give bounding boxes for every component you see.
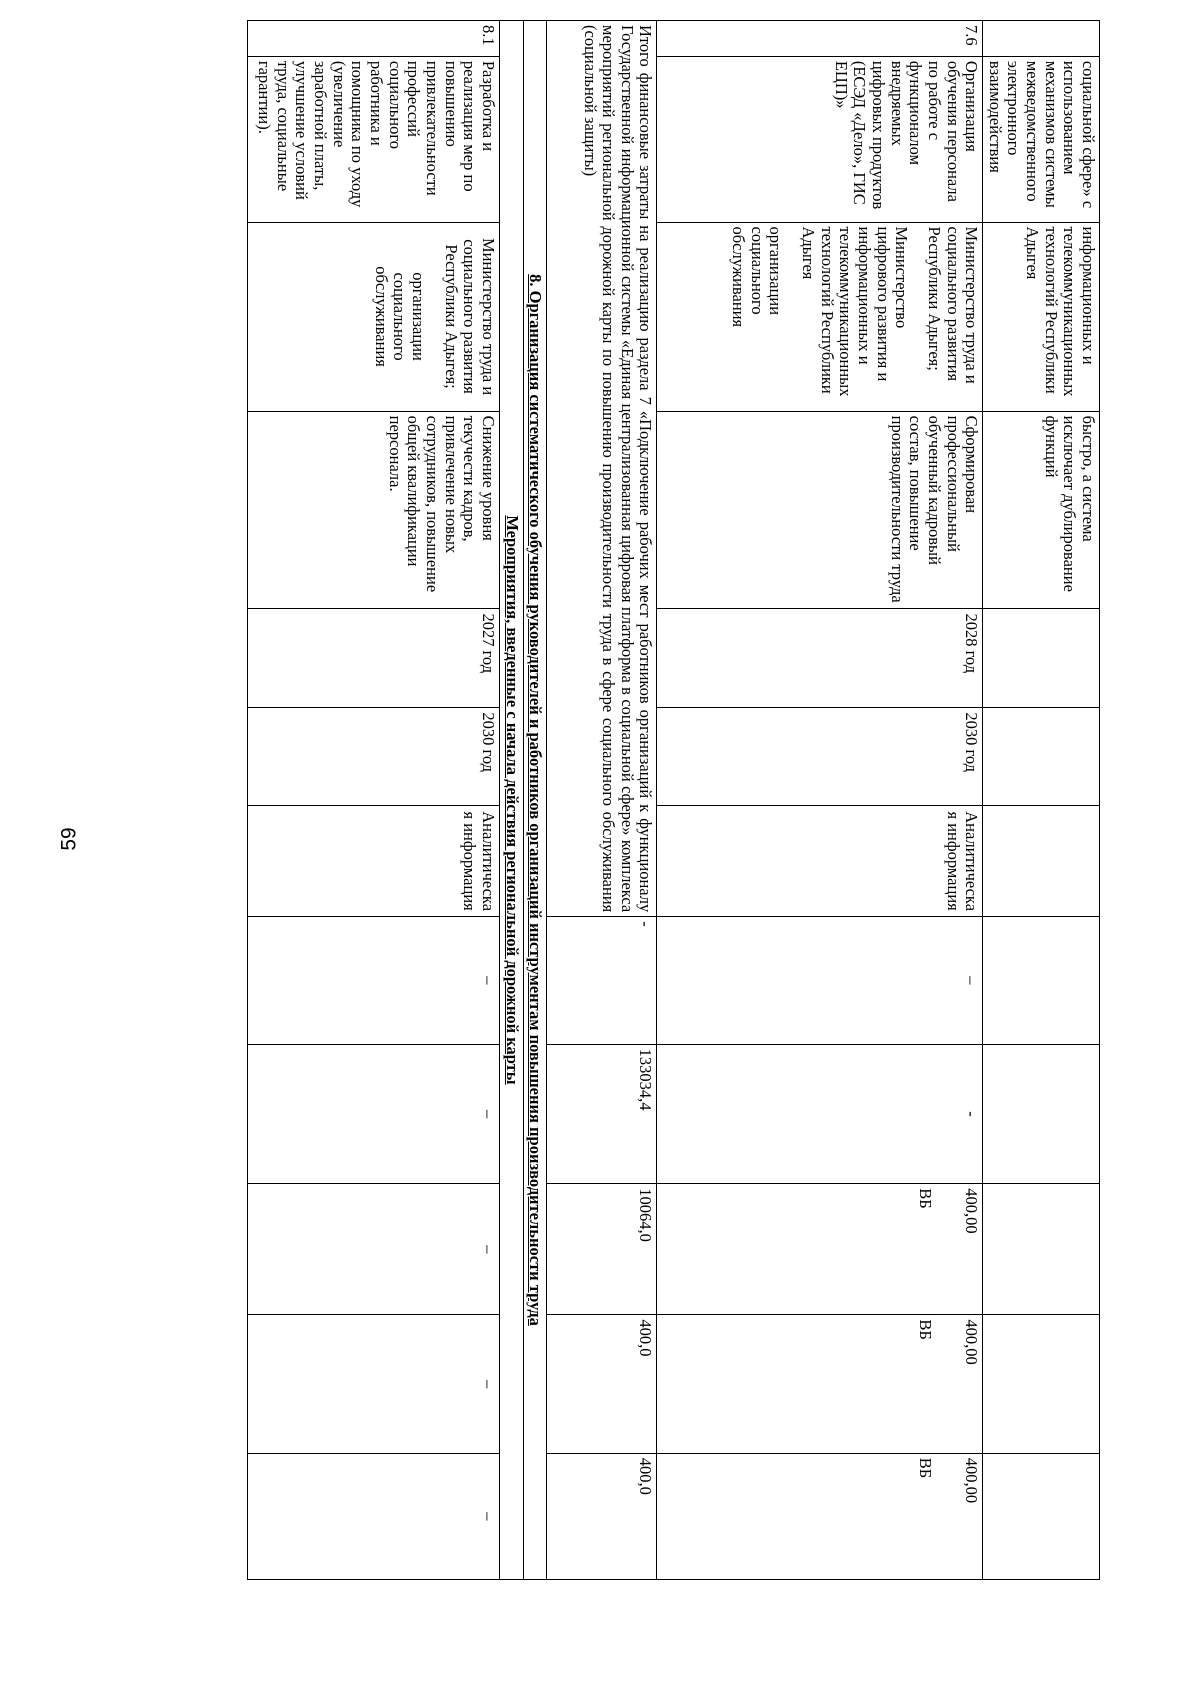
- cell-measure: социальной сфере» с использованием механизмов системы межведомственного электронного взаимодействия: [983, 56, 1100, 222]
- cell-num: [983, 21, 1100, 57]
- cell-result: Снижение уровня текучести кадров, привлечение новых сотрудников, повышение общей квалификации персонала.: [247, 411, 499, 609]
- cell-total-label: Итого финансовые затраты на реализацию раздела 7 «Подключение рабочих мест работников организаций к функционалу Государственной информационной системы «Единая централизованная цифровая платформа в социальной сфере» комплекса мероприятий региональной дорожной карты по повышению производительности труда в сфере социального обслуживания (социальной защиты): [547, 21, 657, 917]
- cell-end: 2030 год: [247, 708, 499, 806]
- cell-control: Аналитическая информация: [247, 806, 499, 917]
- cell-total-value-2: 133034,4: [547, 1044, 657, 1184]
- cell-total-value-1: -: [547, 917, 657, 1044]
- table-row-continuation: [983, 21, 1100, 1580]
- section-8-title: 8. Организация систематического обучения руководителей и работников организаций инструментам повышения производительности труда: [523, 21, 547, 1580]
- cell-value-3: [983, 1184, 1100, 1315]
- cell-value-5: –: [247, 1453, 499, 1579]
- value-amount: 400,00: [962, 1188, 982, 1234]
- cell-executor: информационных и телекоммуникационных технологий Республики Адыгея: [983, 222, 1100, 411]
- cell-measure: Разработка и реализация мер по повышению привлекательности профессий социального работника и помощника по уходу (увеличение заработной платы, улучшение условий труда, социальные гарантии).: [247, 56, 499, 222]
- cell-executor: [657, 222, 983, 411]
- cell-end: 2030 год: [657, 708, 983, 806]
- executor-organizations: организации социального обслуживания: [371, 266, 428, 367]
- cell-value-2: –: [247, 1044, 499, 1184]
- roadmap-table: [247, 20, 1100, 1580]
- cell-value-1: [983, 917, 1100, 1044]
- cell-control: Аналитическая информация: [657, 806, 983, 917]
- cell-num: 8.1: [247, 21, 499, 57]
- cell-value-1: –: [247, 917, 499, 1044]
- cell-total-value-5: 400,0: [547, 1453, 657, 1579]
- rotated-page-content: [150, 20, 1100, 1580]
- table-row-total-section-7: [547, 21, 657, 1580]
- funding-source: ВБ: [915, 1457, 935, 1479]
- cell-result: Сформирован профессиональный обученный кадровый состав, повышение производительности труда: [657, 411, 983, 609]
- page-number: 59: [57, 827, 81, 851]
- cell-value-4: –: [247, 1315, 499, 1453]
- cell-value-2: -: [657, 1044, 983, 1184]
- subheader-title: Мероприятия, введенные с начала действия региональной дорожной карты: [499, 21, 523, 1580]
- executor-ministry-digital: Министерство цифрового развития и информационных и телекоммуникационных технологий Республики Адыгея: [799, 226, 912, 397]
- funding-source: ВБ: [915, 1188, 935, 1209]
- cell-value-4: [657, 1315, 983, 1453]
- funding-source: ВБ: [915, 1319, 935, 1340]
- cell-total-value-4: 400,0: [547, 1315, 657, 1453]
- cell-value-5: [657, 1453, 983, 1579]
- value-amount: 400,00: [962, 1457, 982, 1504]
- cell-result: быстро, а система исключает дублирование функций: [983, 411, 1100, 609]
- table-row-8-1: [247, 21, 499, 1580]
- cell-value-4: [983, 1315, 1100, 1453]
- cell-value-2: [983, 1044, 1100, 1184]
- table-row-7-6: [657, 21, 983, 1580]
- cell-start: 2027 год: [247, 609, 499, 708]
- cell-value-1: –: [657, 917, 983, 1044]
- cell-measure: Организация обучения персонала по работе с функционалом внедряемых цифровых продуктов (ЕСЭД «Дело», ГИС ЕЦП)»: [657, 56, 983, 222]
- cell-end: [983, 708, 1100, 806]
- cell-num: 7.6: [657, 21, 983, 57]
- cell-value-5: [983, 1453, 1100, 1579]
- cell-total-value-3: 10064,0: [547, 1184, 657, 1315]
- cell-executor: [247, 222, 499, 411]
- subheader-row: [499, 21, 523, 1580]
- value-amount: 400,00: [962, 1319, 982, 1365]
- cell-start: 2028 год: [657, 609, 983, 708]
- cell-value-3: –: [247, 1184, 499, 1315]
- section-8-header-row: [523, 21, 547, 1580]
- executor-organizations: организации социального обслуживания: [729, 226, 786, 328]
- cell-control: [983, 806, 1100, 917]
- executor-ministry-labor: Министерство труда и социального развития Республики Адыгея;: [441, 237, 498, 396]
- cell-start: [983, 609, 1100, 708]
- cell-value-3: [657, 1184, 983, 1315]
- executor-ministry-labor: Министерство труда и социального развития Республики Адыгея;: [924, 226, 982, 384]
